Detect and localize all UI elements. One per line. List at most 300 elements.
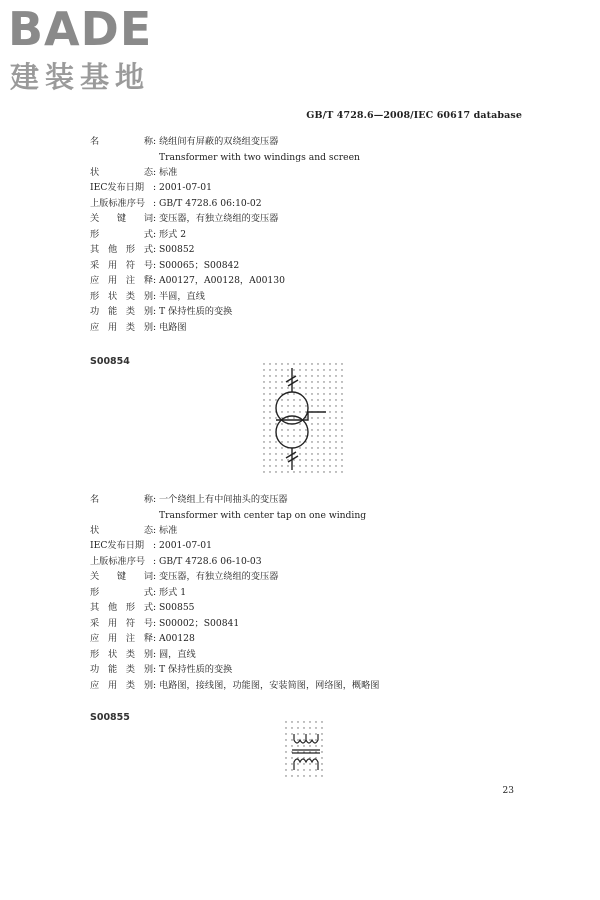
grid-dot (297, 763, 298, 764)
grid-dot (293, 465, 294, 466)
grid-dot (341, 453, 342, 454)
grid-dot (269, 435, 270, 436)
prev-row: 上版标准序号 : GB/T 4728.6 06:10-02 (90, 196, 510, 212)
shape-value: 半圆，直线 (159, 290, 205, 302)
keywords-row: 关 键 词 : 变压器，有独立绕组的变压器 (90, 211, 510, 227)
grid-dot (329, 453, 330, 454)
grid-dot (323, 363, 324, 364)
other-forms-value: S00855 (159, 602, 195, 613)
symbols-value: S00065；S00842 (159, 259, 240, 271)
center-tap-transformer-diagram (284, 720, 328, 780)
shape-row: 形 状 类 别 : 半圆，直线 (90, 289, 510, 305)
grid-dot (335, 435, 336, 436)
grid-dot (335, 399, 336, 400)
grid-dot (329, 471, 330, 472)
grid-dot (341, 471, 342, 472)
grid-dot (263, 423, 264, 424)
grid-dot (299, 429, 300, 430)
grid-dot (329, 375, 330, 376)
grid-dot (321, 757, 322, 758)
grid-dot (269, 471, 270, 472)
grid-dot (311, 417, 312, 418)
grid-dot (317, 441, 318, 442)
grid-dot (299, 375, 300, 376)
grid-dot (269, 375, 270, 376)
grid-dot (285, 763, 286, 764)
notes-value: A00128 (159, 633, 195, 644)
grid-dot (323, 429, 324, 430)
grid-dot (317, 375, 318, 376)
grid-dot (299, 447, 300, 448)
grid-dot (311, 399, 312, 400)
grid-dot (311, 363, 312, 364)
grid-dot (275, 453, 276, 454)
grid-dot (293, 405, 294, 406)
grid-dot (299, 399, 300, 400)
grid-dot (335, 417, 336, 418)
grid-dot (291, 757, 292, 758)
grid-dot (321, 733, 322, 734)
grid-dot (275, 381, 276, 382)
grid-dot (281, 459, 282, 460)
grid-dot (275, 375, 276, 376)
grid-dot (335, 381, 336, 382)
grid-dot (285, 757, 286, 758)
grid-dot (285, 733, 286, 734)
grid-dot (297, 769, 298, 770)
grid-dot (315, 745, 316, 746)
grid-dot (263, 411, 264, 412)
grid-dot (311, 459, 312, 460)
grid-dot (317, 363, 318, 364)
grid-dots (263, 363, 342, 472)
grid-dot (317, 387, 318, 388)
grid-dot (311, 375, 312, 376)
name-en: Transformer with center tap on one winding (159, 509, 367, 521)
form-row: 形 式 : 形式 1 (90, 585, 510, 601)
grid-dot (293, 411, 294, 412)
grid-dot (305, 387, 306, 388)
grid-dot (335, 375, 336, 376)
name-cn: 一个绕组上有中间抽头的变压器 (159, 494, 288, 505)
grid-dot (305, 453, 306, 454)
grid-dot (341, 423, 342, 424)
grid-dot (311, 465, 312, 466)
grid-dot (311, 435, 312, 436)
grid-dot (341, 393, 342, 394)
grid-dot (311, 447, 312, 448)
grid-dot (287, 411, 288, 412)
grid-dot (293, 387, 294, 388)
grid-dot (315, 739, 316, 740)
grid-dot (317, 423, 318, 424)
grid-dot (263, 393, 264, 394)
grid-dot (263, 381, 264, 382)
grid-dot (335, 405, 336, 406)
grid-dot (263, 363, 264, 364)
grid-dot (287, 417, 288, 418)
standard-header: GB/T 4728.6—2008/IEC 60617 database (306, 110, 522, 121)
grid-dot (269, 393, 270, 394)
grid-dot (299, 471, 300, 472)
name-row: 名 称 : 绕组间有屏蔽的双绕组变压器 (90, 134, 510, 150)
grid-dot (341, 387, 342, 388)
grid-dot (281, 405, 282, 406)
grid-dot (291, 775, 292, 776)
grid-dot (281, 441, 282, 442)
grid-dot (305, 465, 306, 466)
grid-dot (315, 769, 316, 770)
symbol-code-1: S00854 (90, 356, 130, 367)
grid-dot (269, 405, 270, 406)
grid-dot (311, 369, 312, 370)
grid-dot (303, 739, 304, 740)
grid-dot (305, 411, 306, 412)
symbol-code-2: S00855 (90, 712, 130, 723)
grid-dot (285, 727, 286, 728)
grid-dot (329, 441, 330, 442)
grid-dot (335, 471, 336, 472)
page-number: 23 (502, 786, 514, 796)
name-cn: 绕组间有屏蔽的双绕组变压器 (159, 136, 279, 147)
status-value: 标准 (159, 166, 178, 178)
function-value: T 保持性质的变换 (159, 306, 233, 317)
grid-dot (323, 393, 324, 394)
grid-dot (269, 447, 270, 448)
grid-dot (323, 435, 324, 436)
grid-dot (263, 441, 264, 442)
grid-dot (335, 441, 336, 442)
grid-dot (285, 751, 286, 752)
date-value: 2001-07-01 (159, 182, 212, 193)
grid-dot (299, 411, 300, 412)
grid-dot (269, 399, 270, 400)
grid-dot (321, 721, 322, 722)
grid-dot (323, 399, 324, 400)
grid-dot (285, 721, 286, 722)
prev-row: 上版标准序号 : GB/T 4728.6 06-10-03 (90, 554, 510, 570)
name-en: Transformer with two windings and screen (159, 151, 360, 163)
grid-dot (297, 775, 298, 776)
grid-dot (291, 745, 292, 746)
grid-dot (321, 745, 322, 746)
grid-dot (263, 459, 264, 460)
grid-dot (275, 399, 276, 400)
function-row: 功 能 类 别 : T 保持性质的变换 (90, 662, 510, 678)
application-row: 应 用 类 别 : 电路图 (90, 320, 510, 336)
other-forms-row: 其 他 形 式 : S00852 (90, 242, 510, 258)
grid-dot (297, 727, 298, 728)
grid-dot (321, 775, 322, 776)
function-row: 功 能 类 别 : T 保持性质的变换 (90, 304, 510, 320)
grid-dot (341, 417, 342, 418)
grid-dot (311, 429, 312, 430)
grid-dot (341, 435, 342, 436)
status-value: 标准 (159, 524, 178, 536)
grid-dot (315, 727, 316, 728)
grid-dot (317, 435, 318, 436)
application-value: 电路图，接线图，功能图，安装简图，网络图，概略图 (159, 679, 380, 691)
grid-dot (281, 381, 282, 382)
grid-dot (309, 733, 310, 734)
grid-dot (299, 465, 300, 466)
grid-dot (341, 375, 342, 376)
grid-dot (281, 423, 282, 424)
grid-dot (341, 363, 342, 364)
grid-dot (291, 727, 292, 728)
grid-dot (287, 453, 288, 454)
grid-dot (275, 363, 276, 364)
grid-dot (269, 459, 270, 460)
grid-dot (341, 447, 342, 448)
grid-dot (341, 459, 342, 460)
grid-dot (317, 399, 318, 400)
grid-dot (311, 423, 312, 424)
keywords-value: 变压器，有独立绕组的变压器 (159, 571, 279, 582)
grid-dot (263, 429, 264, 430)
grid-dot (275, 471, 276, 472)
grid-dot (341, 429, 342, 430)
grid-dot (335, 369, 336, 370)
grid-dot (303, 763, 304, 764)
grid-dot (287, 435, 288, 436)
grid-dot (305, 471, 306, 472)
grid-dot (299, 423, 300, 424)
notes-value: A00127，A00128，A00130 (159, 275, 285, 286)
shape-value: 圆，直线 (159, 648, 196, 660)
grid-dot (287, 399, 288, 400)
grid-dot (317, 369, 318, 370)
grid-dot (293, 363, 294, 364)
grid-dot (315, 721, 316, 722)
grid-dot (287, 471, 288, 472)
grid-dot (323, 405, 324, 406)
grid-dot (323, 447, 324, 448)
grid-dot (303, 769, 304, 770)
grid-dot (287, 369, 288, 370)
grid-dot (329, 429, 330, 430)
grid-dot (275, 441, 276, 442)
grid-dot (305, 369, 306, 370)
logo-wordmark: BADE (8, 2, 153, 56)
grid-dot (329, 435, 330, 436)
grid-dot (317, 417, 318, 418)
entry-1 (90, 134, 510, 335)
grid-dot (269, 453, 270, 454)
grid-dot (275, 387, 276, 388)
grid-dot (317, 381, 318, 382)
grid-dot (281, 429, 282, 430)
grid-dot (323, 471, 324, 472)
grid-dot (323, 453, 324, 454)
grid-dot (321, 751, 322, 752)
grid-dot (329, 381, 330, 382)
grid-dot (263, 471, 264, 472)
grid-dot (287, 393, 288, 394)
grid-dot (269, 381, 270, 382)
other-forms-value: S00852 (159, 244, 195, 255)
grid-dot (323, 381, 324, 382)
grid-dot (323, 465, 324, 466)
grid-dot (269, 411, 270, 412)
grid-dot (329, 465, 330, 466)
grid-dot (293, 369, 294, 370)
grid-dot (335, 465, 336, 466)
grid-dot (323, 375, 324, 376)
grid-dot (335, 387, 336, 388)
grid-dot (317, 453, 318, 454)
grid-dot (287, 459, 288, 460)
status-row: 状 态 : 标准 (90, 165, 510, 181)
grid-dot (263, 465, 264, 466)
grid-dot (299, 459, 300, 460)
grid-dot (329, 387, 330, 388)
grid-dot (303, 745, 304, 746)
grid-dot (299, 405, 300, 406)
grid-dot (335, 447, 336, 448)
grid-dot (263, 453, 264, 454)
grid-dot (311, 387, 312, 388)
grid-dot (263, 435, 264, 436)
grid-dot (315, 775, 316, 776)
grid-dot (341, 465, 342, 466)
grid-dot (321, 769, 322, 770)
other-forms-row: 其 他 形 式 : S00855 (90, 600, 510, 616)
grid-dot (269, 387, 270, 388)
form-row: 形 式 : 形式 2 (90, 227, 510, 243)
date-value: 2001-07-01 (159, 540, 212, 551)
grid-dot (329, 459, 330, 460)
function-value: T 保持性质的变换 (159, 664, 233, 675)
grid-dot (281, 369, 282, 370)
grid-dot (311, 471, 312, 472)
grid-dot (299, 381, 300, 382)
grid-dot (287, 405, 288, 406)
grid-dot (335, 363, 336, 364)
grid-dot (297, 721, 298, 722)
grid-dot (329, 411, 330, 412)
grid-dot (315, 733, 316, 734)
grid-dot (335, 393, 336, 394)
grid-dot (293, 435, 294, 436)
grid-dot (299, 363, 300, 364)
grid-dot (341, 411, 342, 412)
grid-dot (311, 393, 312, 394)
grid-dot (287, 429, 288, 430)
grid-dot (287, 441, 288, 442)
grid-dot (299, 441, 300, 442)
grid-dot (269, 429, 270, 430)
grid-dot (269, 363, 270, 364)
grid-dot (299, 453, 300, 454)
application-value: 电路图 (159, 321, 187, 333)
grid-dot (305, 459, 306, 460)
grid-dot (269, 369, 270, 370)
grid-dot (309, 745, 310, 746)
grid-dot (321, 739, 322, 740)
grid-dot (275, 393, 276, 394)
grid-dot (281, 399, 282, 400)
grid-dot (287, 465, 288, 466)
grid-dot (317, 405, 318, 406)
grid-dot (311, 405, 312, 406)
grid-dot (309, 727, 310, 728)
entry-2 (90, 492, 510, 693)
grid-dot (317, 465, 318, 466)
grid-dot (309, 721, 310, 722)
transformer-screen-diagram (262, 362, 344, 478)
grid-dot (341, 441, 342, 442)
grid-dot (309, 775, 310, 776)
grid-dot (275, 465, 276, 466)
grid-dot (299, 369, 300, 370)
grid-dot (285, 769, 286, 770)
grid-dot (323, 369, 324, 370)
keywords-value: 变压器，有独立绕组的变压器 (159, 213, 279, 224)
grid-dot (329, 369, 330, 370)
logo-subtitle: 建装基地 (10, 60, 151, 94)
grid-dot (281, 471, 282, 472)
grid-dot (311, 453, 312, 454)
notes-row: 应 用 注 释 : A00127，A00128，A00130 (90, 273, 510, 289)
grid-dot (329, 363, 330, 364)
prev-value: GB/T 4728.6 06-10-03 (159, 555, 262, 567)
grid-dot (317, 447, 318, 448)
grid-dot (309, 763, 310, 764)
date-row: IEC发布日期 : 2001-07-01 (90, 538, 510, 554)
grid-dot (281, 387, 282, 388)
grid-dot (329, 405, 330, 406)
grid-dot (323, 441, 324, 442)
grid-dot (311, 381, 312, 382)
grid-dot (317, 393, 318, 394)
grid-dot (263, 387, 264, 388)
grid-dot (281, 453, 282, 454)
grid-dot (291, 739, 292, 740)
grid-dot (305, 381, 306, 382)
grid-dot (291, 769, 292, 770)
grid-dot (281, 435, 282, 436)
grid-dot (291, 733, 292, 734)
grid-dot (281, 447, 282, 448)
grid-dot (303, 727, 304, 728)
grid-dot (305, 375, 306, 376)
grid-dot (275, 447, 276, 448)
grid-dot (275, 459, 276, 460)
grid-dot (285, 739, 286, 740)
grid-dot (275, 417, 276, 418)
grid-dot (317, 429, 318, 430)
grid-dot (269, 423, 270, 424)
notes-row: 应 用 注 释 : A00128 (90, 631, 510, 647)
grid-dot (275, 369, 276, 370)
grid-dot (341, 369, 342, 370)
grid-dot (341, 405, 342, 406)
keywords-row: 关 键 词 : 变压器，有独立绕组的变压器 (90, 569, 510, 585)
grid-dot (293, 441, 294, 442)
grid-dot (321, 727, 322, 728)
grid-dot (323, 387, 324, 388)
grid-dot (303, 733, 304, 734)
grid-dot (281, 363, 282, 364)
symbols-row: 采 用 符 号 : S00002；S00841 (90, 616, 510, 632)
symbols-value: S00002；S00841 (159, 617, 240, 629)
grid-dot (287, 363, 288, 364)
grid-dot (299, 435, 300, 436)
grid-dot (297, 733, 298, 734)
grid-dot (293, 471, 294, 472)
grid-dot (291, 721, 292, 722)
